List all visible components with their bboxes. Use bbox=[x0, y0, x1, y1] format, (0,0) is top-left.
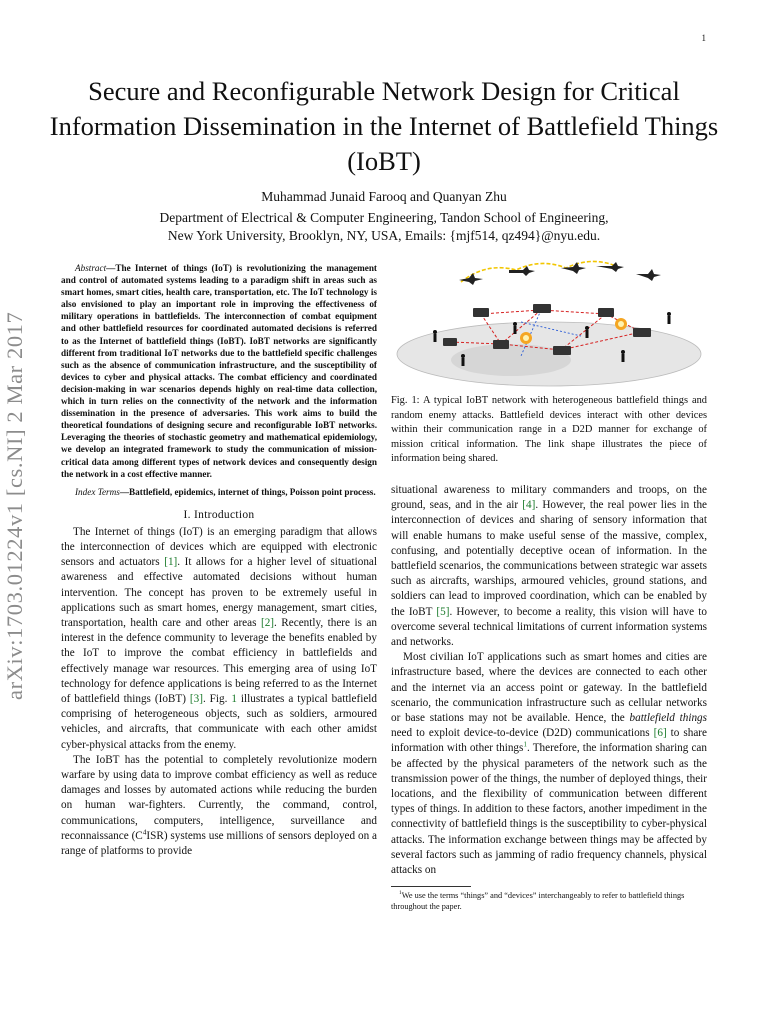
footnote-marker: 1 bbox=[399, 890, 402, 897]
section-heading: I. Introduction bbox=[183, 508, 255, 521]
text-run: . Recently, there is an interest in the defence community to leverage the benefits enabled by the IoT to improve the combat efficiency in battlefields and effectively manage war resources. This emerging area of using IoT technology for defence applications is being referred to as the Internet of battlefield things (IoBT) bbox=[61, 617, 377, 706]
footnote-divider bbox=[391, 886, 471, 887]
citation-link[interactable]: [5] bbox=[436, 605, 450, 618]
page-number: 1 bbox=[701, 33, 706, 43]
paper-title: Secure and Reconfigurable Network Design for Critical Information Dissemination in the Internet of Battlefield Things (IoBT) bbox=[49, 76, 719, 176]
abstract-text: —The Internet of things (IoT) is revolutionizing the management and control of automated systems leading to a paradigm shift in areas such as smart homes, smart cities, health care, transportation, etc. The IoT technology is also envisioned to play an important role in improving the effectiveness of military operations in battlefields. The interconnection of combat equipment and other battlefield resources for coordinated automated decisions is referred to as the Internet of battlefield things (IoBT). IoBT networks are significantly different from traditional IoT networks due to the battlefield specific challenges such as the absence of communication infrastructure, and the susceptibility of devices to cyber and physical attacks. The combat efficiency and coordinated decision-making in war scenarios depends highly on real-time data collection, which in turn relies on the connectivity of the network and the information dissemination in the presence of adversaries. This work aims to build the theoretical foundations of designing secure and reconfigurable IoBT networks. Leveraging the theories of stochastic geometry and mathematical epidemiology, we develop an integrated framework to study the communication of mission-critical data among different types of network devices and consequently design the network in a cost effective manner. bbox=[61, 263, 377, 479]
right-paragraph-1 bbox=[391, 483, 707, 650]
battlefield-figure bbox=[391, 252, 707, 388]
sky-link bbox=[461, 261, 616, 282]
figure-link[interactable]: 1 bbox=[231, 693, 237, 706]
text-run: . However, the real power lies in the interconnection of devices and sharing of sensory information that will enable humans to make useful sense of the massive, complex, confusing, and potentially deceptive ocean of information. In the battlefield scenarios, the communications between strategic war assets such as aircrafts, warships, armoured vehicles, ground stations, and soldiers can lead to improved coordination, which can be enabled by the IoBT bbox=[391, 499, 707, 618]
text-run: illustrates a typical battlefield comprising of heterogeneous objects, such as soldiers, armoured vehicles, and aircrafts, that communicate with each other amidst cyber-physical attacks from the enemy. bbox=[61, 693, 377, 751]
text-run: need to exploit device-to-device (D2D) communications bbox=[391, 727, 654, 740]
text-run: . Fig. bbox=[202, 693, 232, 706]
left-column bbox=[61, 262, 377, 859]
footnote-link[interactable]: 1 bbox=[523, 740, 528, 749]
intro-paragraph-1 bbox=[61, 525, 377, 753]
citation-link[interactable]: [1] bbox=[164, 556, 178, 569]
citation-link[interactable]: [3] bbox=[189, 693, 203, 706]
text-run: Most civilian IoT applications such as smart homes and cities are infrastructure based, where the devices are connected to each other and the internet via an access point or gateway. In the battlefield scenario, the communication infrastructure such as cellular networks or base stations may not be available. Hence, the bbox=[391, 651, 707, 725]
affiliation-line-1: Department of Electrical & Computer Engineering, Tandon School of Engineering, bbox=[159, 210, 609, 225]
right-column bbox=[391, 252, 707, 912]
text-run: The Internet of things (IoT) is an emerging paradigm that allows the interconnection of devices which are equipped with electronic sensors and actuators bbox=[61, 525, 377, 569]
text-run: situational awareness to military commanders and troops, on the ground, seas, and in the air bbox=[391, 483, 707, 512]
index-terms-label: Index Terms bbox=[75, 486, 120, 497]
arxiv-stamp[interactable]: arXiv:1703.01224v1 [cs.NI] 2 Mar 2017 bbox=[2, 311, 27, 700]
index-terms bbox=[61, 486, 377, 498]
affiliation-line-2: New York University, Brooklyn, NY, USA, Emails: {mjf514, qz494}@nyu.edu. bbox=[167, 228, 601, 243]
footnote bbox=[391, 891, 707, 912]
citation-link[interactable]: [6] bbox=[653, 727, 667, 740]
emphasis: battlefield things bbox=[629, 712, 707, 725]
text-run: . It allows for a higher level of situational awareness and effective automated decisions without human intervention. The concept has proven to be extremely useful in applications such as smart homes, energy management, smart cities, transportation, health care and other areas bbox=[61, 556, 377, 629]
figure-caption: Fig. 1: A typical IoBT network with heterogeneous battlefield things and random enemy attacks. Battlefield devices interact with other devices within their communication range in a D2D manner for exchange of mission critical information. The link shape illustrates the piece of information being shared. bbox=[391, 395, 707, 465]
text-run: The IoBT has the potential to completely revolutionize modern warfare by using data to improve combat efficiency as well as reduce damages and losses by automated actions while reducing the burden on human war-fighters. Currently, the command, control, communications, computers, intelligence, surveillance and reconnaissance (C bbox=[61, 753, 377, 842]
text-run: ISR) systems use millions of sensors deployed on a range of platforms to provide bbox=[61, 829, 377, 858]
intro-paragraph-2 bbox=[61, 753, 377, 859]
author-list: Muhammad Junaid Farooq and Quanyan Zhu bbox=[261, 189, 507, 204]
right-body bbox=[391, 483, 707, 912]
abstract bbox=[61, 262, 377, 480]
battlefield-illustration bbox=[391, 252, 707, 388]
text-run: to share information with other things bbox=[391, 727, 707, 755]
abstract-label: Abstract bbox=[75, 263, 107, 273]
superscript: 4 bbox=[142, 828, 147, 837]
index-terms-text: —Battlefield, epidemics, internet of things, Poisson point process. bbox=[119, 486, 376, 497]
text-run: . However, to become a reality, this vision will have to overcome several technical limitations of current information systems and networks. bbox=[391, 605, 707, 648]
citation-link[interactable]: [2] bbox=[260, 617, 275, 629]
footnote-text: We use the terms “things” and “devices” interchangeably to refer to battlefield things throughout the paper. bbox=[391, 891, 685, 911]
right-paragraph-2 bbox=[391, 650, 707, 878]
affiliation bbox=[40, 209, 728, 245]
citation-link[interactable]: [4] bbox=[522, 499, 536, 512]
text-run: . Therefore, the information sharing can be affected by the physical parameters of the network such as the transmission power of the things, the number of deployed things, their locations, and the flexibility of communication between different types of things. In addition to these factors, another impediment in the connectivity of battlefield things is the susceptibility to cyber-physical attacks. The information exchange between things may be affected by several factors such as jamming of radio frequency channels, physical attacks on bbox=[391, 742, 707, 877]
